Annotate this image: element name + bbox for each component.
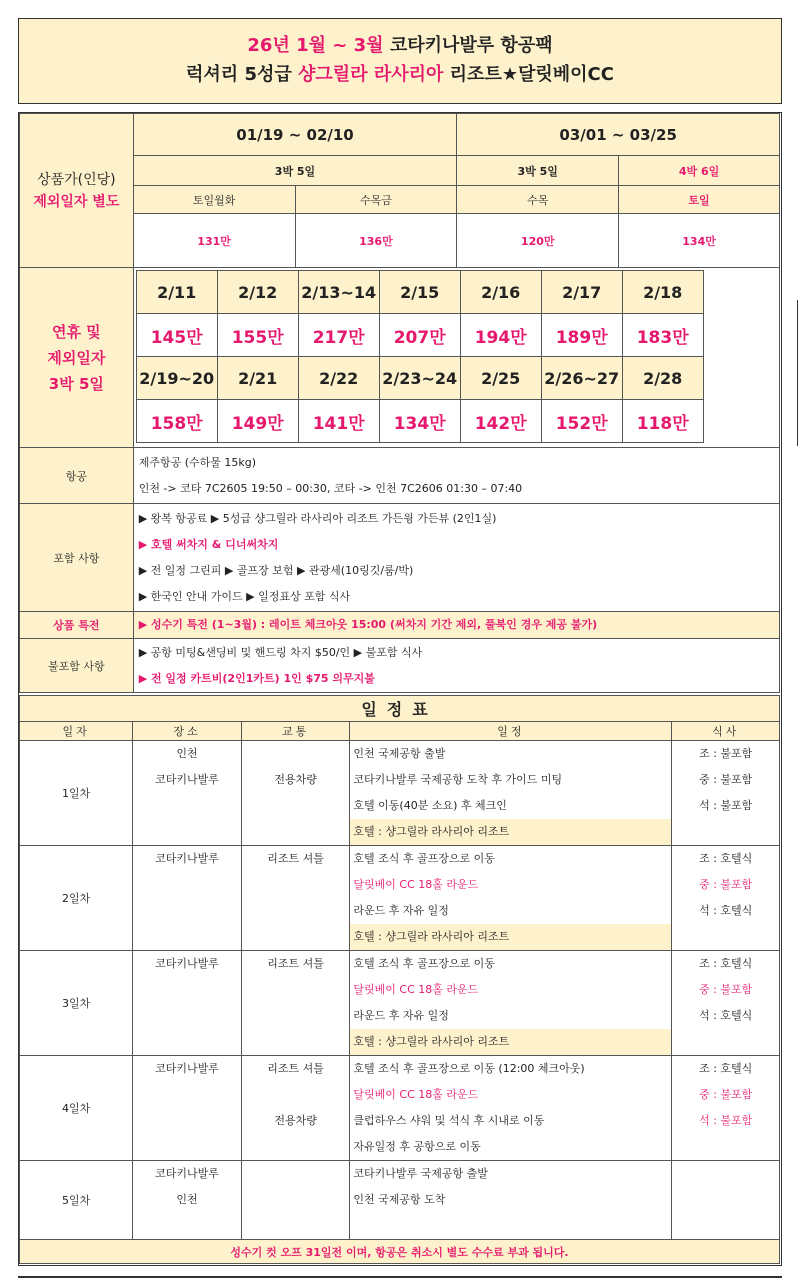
itinerary-text: 호텔 이동(40분 소요) 후 체크인 [353,799,507,812]
itinerary-table [19,695,780,1264]
day-transport [241,846,350,951]
price-4: 134만 [619,214,780,268]
holiday-label-line1: 연휴 및 [51,322,101,341]
day-label: 1일차 [20,741,133,846]
col-transport: 교통 [241,722,350,741]
day-meal [672,846,780,951]
meal-text: 조 : 불포함 [699,747,753,760]
title-grade: 럭셔리 5성급 [186,64,299,85]
transport-text: 리조트 셔틀 [267,852,324,865]
day-place [133,846,242,951]
day-label: 5일차 [20,1161,133,1240]
nights-period-2b: 4박 6일 [619,156,780,186]
itinerary-text: 라운드 후 자유 일정 [353,904,449,917]
place-text: 코타키나발루 [155,1167,219,1180]
excluded-label: 불포함 사항 [20,639,134,693]
flight-info [133,448,779,504]
holiday-price: 183만 [622,314,703,357]
nights-period-1: 3박 5일 [133,156,457,186]
col-place: 장소 [133,722,242,741]
holiday-date-row-1 [136,271,703,314]
day-place [133,1056,242,1161]
holiday-price: 158만 [136,400,217,443]
day-2-row [20,846,780,951]
holiday-price: 155만 [217,314,298,357]
day-place [133,951,242,1056]
holiday-price: 194만 [460,314,541,357]
itinerary-text: 달릿베이 CC 18홀 라운드 [353,1088,479,1101]
meal-text: 석 : 호텔식 [699,904,753,917]
holiday-price: 141만 [298,400,379,443]
day-transport [241,1056,350,1161]
col-itinerary: 일정 [350,722,672,741]
period-1: 01/19 ~ 02/10 [133,114,457,156]
price-label-line2: 제외일자 별도 [33,193,120,210]
meal-text: 석 : 호텔식 [699,1009,753,1022]
holiday-price: 149만 [217,400,298,443]
holiday-date: 2/25 [460,357,541,400]
day-label: 4일차 [20,1056,133,1161]
itinerary-text: 자유일정 후 공항으로 이동 [353,1140,481,1153]
flight-schedule: 인천 -> 코타 7C2605 19:50 – 00:30, 코타 -> 인천 7C2606 01:30 – 07:40 [138,481,523,495]
day-itinerary [350,1161,672,1240]
meal-text: 조 : 호텔식 [699,957,753,970]
hotel-text: 호텔 : 샹그릴라 라사리아 리조트 [350,1029,671,1055]
holiday-grid-cell [133,268,779,448]
holiday-label-line2: 제외일자 [47,348,106,367]
included-line-2: ▶ 호텔 써차지 & 디너써차지 [138,537,279,551]
meal-text: 석 : 불포함 [699,799,753,812]
holiday-price: 207만 [379,314,460,357]
price-label-line1: 상품가(인당) [37,171,116,188]
hotel-text: 호텔 : 샹그릴라 라사리아 리조트 [350,819,671,845]
bottom-divider [18,1276,782,1278]
holiday-price: 118만 [622,400,703,443]
benefit-label: 상품 특전 [20,612,134,639]
itinerary-text: 코타키나발루 국제공항 도착 후 가이드 미팅 [353,773,563,786]
excluded-line-2: ▶ 전 일정 카트비(2인1카트) 1인 $75 의무지불 [138,671,375,685]
day-place [133,1161,242,1240]
holiday-price: 217만 [298,314,379,357]
holiday-price: 145만 [136,314,217,357]
col-meal: 식사 [672,722,780,741]
holiday-date-row-2 [136,357,703,400]
holiday-date: 2/12 [217,271,298,314]
included-info [133,504,779,612]
itinerary-text: 호텔 조식 후 골프장으로 이동 [353,957,495,970]
title-line-1 [19,34,781,58]
price-2: 136만 [295,214,457,268]
day-transport [241,1161,350,1240]
holiday-price: 134만 [379,400,460,443]
holiday-price: 152만 [541,400,622,443]
transport-text: 리조트 셔틀 [267,957,324,970]
holiday-price: 189만 [541,314,622,357]
day-transport [241,741,350,846]
price-label [20,114,134,268]
cancellation-notice: 성수기 컷 오프 31일전 이며, 항공은 취소시 별도 수수료 부과 됩니다. [20,1240,780,1264]
col-day: 일자 [20,722,133,741]
day-meal [672,1161,780,1240]
holiday-label-line3: 3박 5일 [48,374,104,393]
transport-text: 전용차량 [274,773,317,786]
itinerary-text: 인천 국제공항 출발 [353,747,446,760]
holiday-price-row-2 [136,400,703,443]
meal-text: 중 : 불포함 [699,773,753,786]
day-4-row [20,1056,780,1161]
holiday-date: 2/23~24 [379,357,460,400]
title-golf: 리조트★달릿베이CC [443,64,614,85]
excluded-info [133,639,779,693]
product-sheet [18,112,782,1266]
day-meal [672,951,780,1056]
days-2: 수목금 [295,186,457,214]
itinerary-title: 일정표 [20,696,780,722]
price-3: 120만 [457,214,619,268]
meal-text: 중 : 불포함 [699,983,753,996]
place-text: 인천 [176,1193,198,1206]
days-1: 토일월화 [133,186,295,214]
itinerary-text: 호텔 조식 후 골프장으로 이동 (12:00 체크아웃) [353,1062,585,1075]
day-label: 2일차 [20,846,133,951]
period-2: 03/01 ~ 03/25 [457,114,780,156]
itinerary-text: 인천 국제공항 도착 [353,1193,446,1206]
itinerary-text: 라운드 후 자유 일정 [353,1009,449,1022]
title-period: 26년 1월 ~ 3월 [247,35,384,56]
holiday-date: 2/22 [298,357,379,400]
itinerary-text: 코타키나발루 국제공항 출발 [353,1167,488,1180]
place-text: 코타키나발루 [155,852,219,865]
holiday-date: 2/26~27 [541,357,622,400]
days-4: 토일 [619,186,780,214]
meal-text: 석 : 불포함 [699,1114,753,1127]
product-info-table [19,113,780,693]
holiday-date: 2/19~20 [136,357,217,400]
day-1-row [20,741,780,846]
price-1: 131만 [133,214,295,268]
itinerary-text: 달릿베이 CC 18홀 라운드 [353,878,479,891]
day-itinerary [350,1056,672,1161]
meal-text: 조 : 호텔식 [699,1062,753,1075]
holiday-date: 2/21 [217,357,298,400]
title-product: 코타키나발루 항공팩 [383,35,553,56]
holiday-date: 2/16 [460,271,541,314]
holiday-price: 142만 [460,400,541,443]
meal-text: 중 : 불포함 [699,878,753,891]
flight-airline: 제주항공 (수하물 15kg) [138,455,256,469]
holiday-price-row-1 [136,314,703,357]
day-place [133,741,242,846]
benefit-info: ▶ 성수기 특전 (1~3월) : 레이트 체크아웃 15:00 (써차지 기간 제외, 풀북인 경우 제공 불가) [133,612,779,639]
holiday-date: 2/18 [622,271,703,314]
day-label: 3일차 [20,951,133,1056]
nights-period-2a: 3박 5일 [457,156,619,186]
itinerary-header-row [20,722,780,741]
day-meal [672,741,780,846]
included-line-1: ▶ 왕복 항공료 ▶ 5성급 샹그릴라 라사리아 리조트 가든윙 가든뷰 (2인1실) [138,511,497,525]
excluded-line-1: ▶ 공항 미팅&샌딩비 및 핸드링 차지 $50/인 ▶ 불포함 식사 [138,645,423,659]
title-banner [18,18,782,104]
place-text: 코타키나발루 [155,957,219,970]
holiday-date: 2/11 [136,271,217,314]
day-itinerary [350,741,672,846]
day-5-row [20,1161,780,1240]
meal-text: 조 : 호텔식 [699,852,753,865]
holiday-date: 2/17 [541,271,622,314]
holiday-date: 2/15 [379,271,460,314]
holiday-price-grid [136,270,704,443]
holiday-date: 2/13~14 [298,271,379,314]
place-text: 코타키나발루 [155,773,219,786]
meal-text: 중 : 불포함 [699,1088,753,1101]
itinerary-text: 달릿베이 CC 18홀 라운드 [353,983,479,996]
transport-text: 전용차량 [274,1114,317,1127]
place-text: 인천 [176,747,198,760]
place-text: 코타키나발루 [155,1062,219,1075]
edge-divider [797,300,798,446]
title-hotel: 샹그릴라 라사리아 [298,64,444,85]
included-label: 포함 사항 [20,504,134,612]
itinerary-text: 호텔 조식 후 골프장으로 이동 [353,852,495,865]
included-line-3: ▶ 전 일정 그린피 ▶ 골프장 보험 ▶ 관광세(10링깃/룸/박) [138,563,414,577]
itinerary-text: 클럽하우스 샤워 및 석식 후 시내로 이동 [353,1114,545,1127]
day-itinerary [350,846,672,951]
day-transport [241,951,350,1056]
days-3: 수목 [457,186,619,214]
day-3-row [20,951,780,1056]
day-itinerary [350,951,672,1056]
holiday-date: 2/28 [622,357,703,400]
transport-text: 리조트 셔틀 [267,1062,324,1075]
hotel-text: 호텔 : 샹그릴라 라사리아 리조트 [350,924,671,950]
flight-label: 항공 [20,448,134,504]
title-line-2 [19,63,781,87]
day-meal [672,1056,780,1161]
holiday-label [20,268,134,448]
included-line-4: ▶ 한국인 안내 가이드 ▶ 일정표상 포함 식사 [138,589,351,603]
